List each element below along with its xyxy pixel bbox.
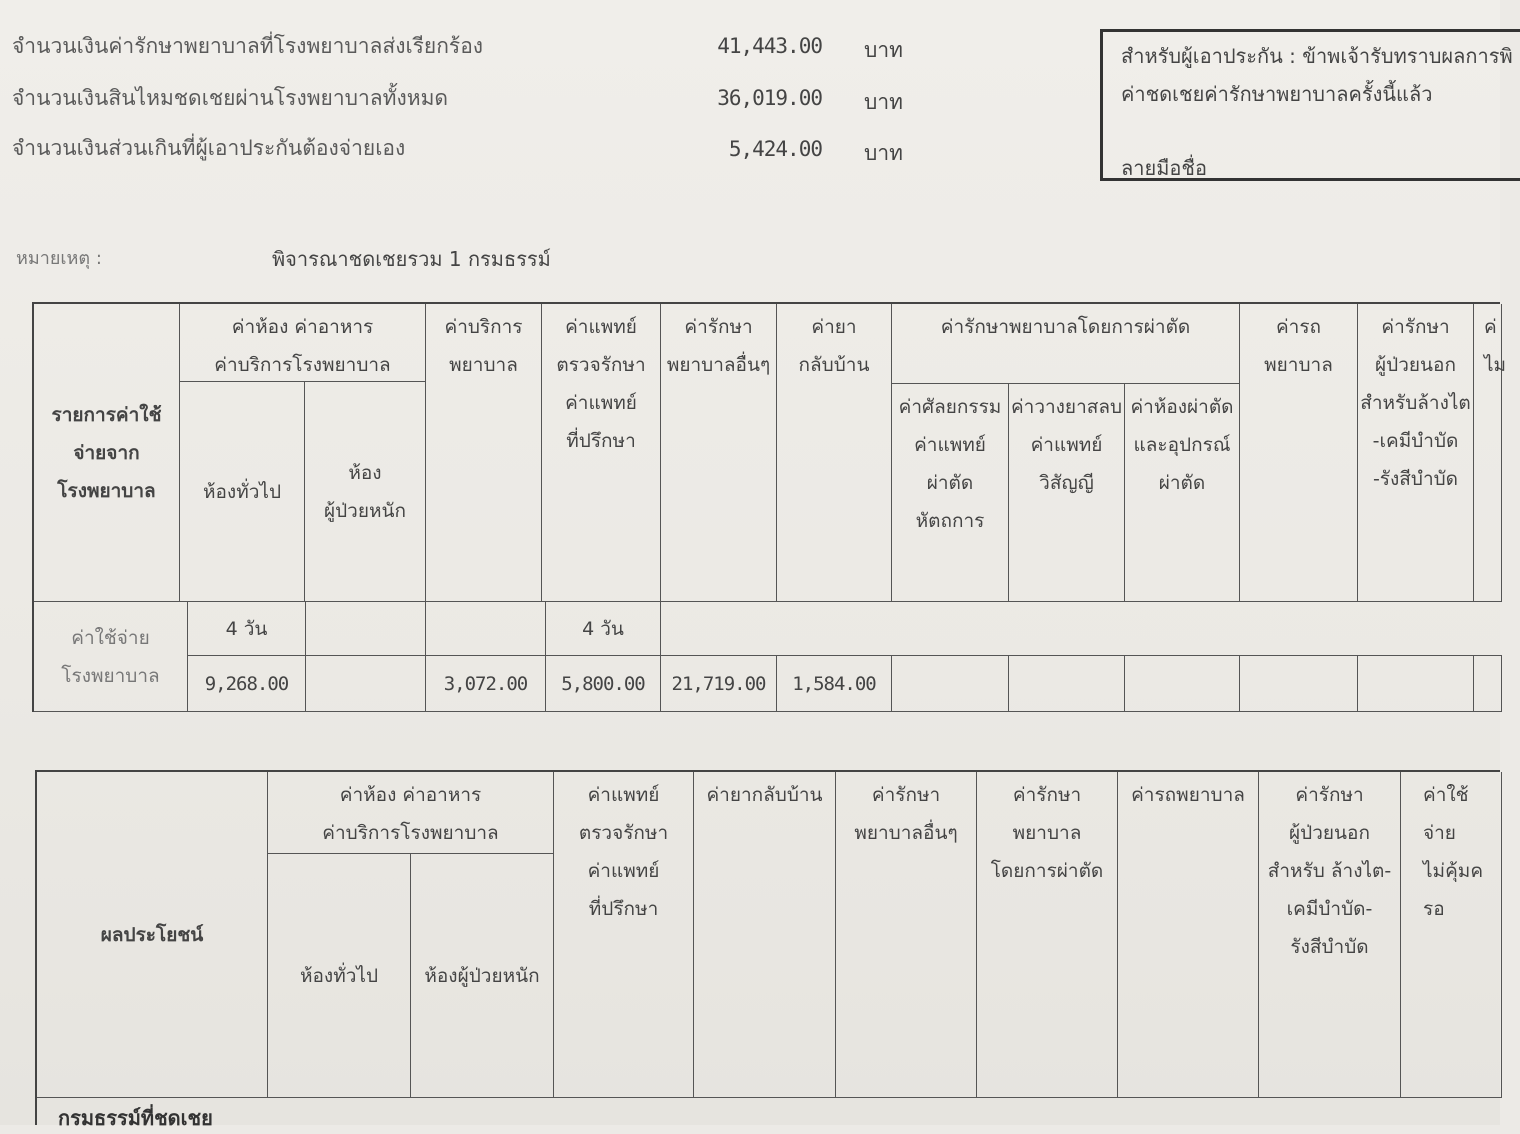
expense-nursing-header: ค่าบริการ พยาบาล [426,304,542,602]
expense-data-row-label: ค่าใช้จ่าย โรงพยาบาล [34,602,188,712]
expense-table [32,302,1507,712]
benefit-room-group-header: ค่าห้อง ค่าอาหาร ค่าบริการโรงพยาบาล [268,772,554,854]
benefit-room-general-header: ห้องทั่วไป [268,854,411,1098]
summary-compensated-label: จำนวนเงินสินไหมชดเชยผ่านโรงพยาบาลทั้งหมด [12,86,449,110]
policy-compensated-label: กรมธรรม์ที่ชดเชย [58,1106,213,1130]
benefit-other-treatment-header: ค่ารักษา พยาบาลอื่นๆ [836,772,977,1098]
expense-home-meds-header: ค่ายา กลับบ้าน [777,304,892,602]
expense-amount-partial [1474,656,1502,712]
expense-surgeon-header: ค่าศัลยกรรม ค่าแพทย์ ผ่าตัด หัตถการ [892,384,1009,602]
expense-amount-nursing: 3,072.00 [426,656,546,712]
expense-room-icu-header: ห้อง ผู้ป่วยหนัก [305,382,426,602]
expense-outpatient-header: ค่ารักษา ผู้ป่วยนอก สำหรับล้างไต -เคมีบำบัด -รังสีบำบัด [1358,304,1474,602]
benefit-surgery-header: ค่ารักษา พยาบาล โดยการผ่าตัด [977,772,1118,1098]
expense-amount-doctor: 5,800.00 [546,656,661,712]
expense-anesthesia-header: ค่าวางยาสลบ ค่าแพทย์ วิสัญญี [1009,384,1125,602]
expense-room-group-header: ค่าห้อง ค่าอาหาร ค่าบริการโรงพยาบาล [180,304,426,382]
summary-excess-label: จำนวนเงินส่วนเกินที่ผู้เอาประกันต้องจ่ายเอง [12,136,406,160]
benefit-room-icu-header: ห้องผู้ป่วยหนัก [411,854,554,1098]
expense-row-header: รายการค่าใช้ จ่ายจาก โรงพยาบาล [34,304,180,602]
expense-doctor-header: ค่าแพทย์ ตรวจรักษา ค่าแพทย์ ที่ปรึกษา [542,304,661,602]
signature-label: ลายมือชื่อ [1121,156,1207,180]
expense-room-general-header: ห้องทั่วไป [180,382,305,602]
summary-compensated-amount: 36,019.00 [717,86,822,110]
expense-other-treatment-header: ค่ารักษา พยาบาลอื่นๆ [661,304,777,602]
remark-text: พิจารณาชดเชยรวม 1 กรมธรรม์ [272,247,551,271]
benefit-doctor-header: ค่าแพทย์ ตรวจรักษา ค่าแพทย์ ที่ปรึกษา [554,772,694,1098]
expense-amount-outpatient [1358,656,1474,712]
benefit-home-meds-header: ค่ายากลับบ้าน [694,772,836,1098]
expense-days-doctor: 4 วัน [546,602,661,656]
summary-excess-unit: บาท [864,141,903,165]
expense-ambulance-header: ค่ารถ พยาบาล [1240,304,1358,602]
expense-or-room-header: ค่าห้องผ่าตัด และอุปกรณ์ ผ่าตัด [1125,384,1240,602]
expense-days-blank [661,602,1502,656]
benefit-ambulance-header: ค่ารถพยาบาล [1118,772,1259,1098]
benefit-row-header: ผลประโยชน์ [37,772,268,1098]
expense-amount-surgeon [892,656,1009,712]
expense-amount-other-treatment: 21,719.00 [661,656,777,712]
remark-label: หมายเหตุ : [16,248,102,269]
acknowledgement-line-2: ค่าชดเชยค่ารักษาพยาบาลครั้งนี้แล้ว [1121,82,1433,106]
benefit-outpatient-header: ค่ารักษา ผู้ป่วยนอก สำหรับ ล้างไต- เคมีบำบัด- รังสีบำบัด [1259,772,1401,1098]
expense-surgery-group-header: ค่ารักษาพยาบาลโดยการผ่าตัด [892,304,1240,384]
expense-amount-ambulance [1240,656,1358,712]
summary-compensated-unit: บาท [864,90,903,114]
expense-amount-or-room [1125,656,1240,712]
summary-claimed-label: จำนวนเงินค่ารักษาพยาบาลที่โรงพยาบาลส่งเรียกร้อง [12,34,484,58]
benefit-uncovered-header: ค่าใช้จ่าย ไม่คุ้มครอ [1401,772,1502,1098]
expense-days-nursing [426,602,546,656]
expense-amount-room: 9,268.00 [188,656,306,712]
expense-amount-anesthesia [1009,656,1125,712]
expense-days-icu [306,602,426,656]
benefit-table [35,770,1500,1125]
summary-claimed-amount: 41,443.00 [717,34,822,58]
acknowledgement-box [1100,29,1520,181]
summary-excess-amount: 5,424.00 [728,137,822,161]
expense-amount-home-meds: 1,584.00 [777,656,892,712]
expense-days-room: 4 วัน [188,602,306,656]
expense-partial-column-header: ค่ ไม [1474,304,1502,602]
summary-claimed-unit: บาท [864,38,903,62]
acknowledgement-line-1: สำหรับผู้เอาประกัน : ข้าพเจ้ารับทราบผลการพิ [1121,44,1513,68]
expense-amount-icu [306,656,426,712]
